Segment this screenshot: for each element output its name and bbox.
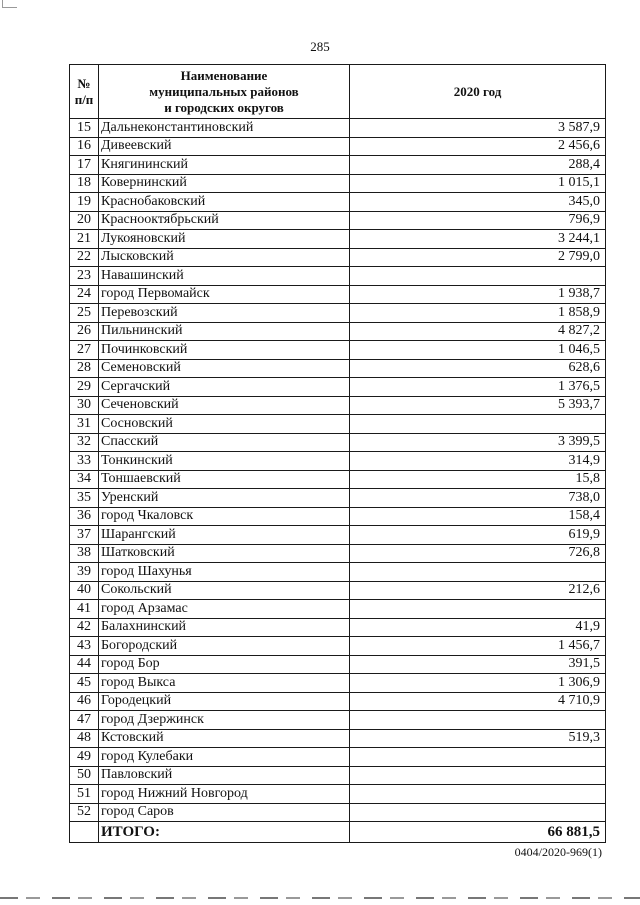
row-value: 3 399,5 [350,433,606,452]
header-num [70,65,99,119]
row-number: 37 [70,526,99,545]
table-row [70,230,606,249]
row-number: 45 [70,674,99,693]
table-row [70,803,606,822]
row-value: 5 393,7 [350,396,606,415]
row-name: Кстовский [99,729,350,748]
table-row [70,378,606,397]
row-name: Сеченовский [99,396,350,415]
header-num-line1: № [77,75,91,91]
row-value [350,563,606,582]
row-value: 1 858,9 [350,304,606,323]
row-number: 35 [70,489,99,508]
row-number: 33 [70,452,99,471]
table-row [70,581,606,600]
row-name: Дивеевский [99,137,350,156]
row-value [350,803,606,822]
table-row [70,137,606,156]
row-value: 3 244,1 [350,230,606,249]
row-name: Шарангский [99,526,350,545]
table-row [70,655,606,674]
row-number: 18 [70,174,99,193]
row-value: 1 015,1 [350,174,606,193]
row-name: город Бор [99,655,350,674]
budget-table [69,64,606,843]
table-row [70,526,606,545]
row-value: 628,6 [350,359,606,378]
row-value: 3 587,9 [350,119,606,138]
row-number: 22 [70,248,99,267]
row-name: Лысковский [99,248,350,267]
table-row [70,711,606,730]
row-number: 17 [70,156,99,175]
row-number: 43 [70,637,99,656]
row-value [350,785,606,804]
row-number: 21 [70,230,99,249]
total-row [70,822,606,843]
row-number: 52 [70,803,99,822]
row-value [350,766,606,785]
row-name: город Арзамас [99,600,350,619]
table-row [70,156,606,175]
row-name: Сокольский [99,581,350,600]
table-row [70,674,606,693]
row-value: 738,0 [350,489,606,508]
table-row [70,729,606,748]
header-name-line2: муниципальных районов [149,83,299,99]
table-row [70,174,606,193]
header-name-line3: и городских округов [164,99,284,115]
row-name: город Дзержинск [99,711,350,730]
table-row [70,563,606,582]
row-number: 20 [70,211,99,230]
table-row [70,748,606,767]
row-name: Навашинский [99,267,350,286]
row-name: город Шахунья [99,563,350,582]
row-value [350,600,606,619]
row-number: 27 [70,341,99,360]
row-value: 2 456,6 [350,137,606,156]
row-name: Шатковский [99,544,350,563]
row-value: 2 799,0 [350,248,606,267]
row-number: 47 [70,711,99,730]
header-name [99,65,350,119]
table-row [70,785,606,804]
row-number: 42 [70,618,99,637]
table-row [70,359,606,378]
row-number: 15 [70,119,99,138]
row-name: Краснобаковский [99,193,350,212]
row-number: 19 [70,193,99,212]
row-number: 51 [70,785,99,804]
row-value: 314,9 [350,452,606,471]
row-number: 25 [70,304,99,323]
row-name: Пильнинский [99,322,350,341]
header-year: 2020 год [350,65,606,119]
row-value: 1 938,7 [350,285,606,304]
document-code: 0404/2020-969(1) [514,845,602,859]
table-row [70,304,606,323]
scan-corner-mark [2,0,17,8]
row-number: 46 [70,692,99,711]
table-row [70,433,606,452]
row-number: 40 [70,581,99,600]
row-name: Уренский [99,489,350,508]
table-row [70,766,606,785]
row-name: Сергачский [99,378,350,397]
row-number: 48 [70,729,99,748]
row-name: Семеновский [99,359,350,378]
row-value: 726,8 [350,544,606,563]
total-label: ИТОГО: [99,822,350,843]
table-row [70,452,606,471]
row-value: 158,4 [350,507,606,526]
row-value: 1 046,5 [350,341,606,360]
row-name: Богородский [99,637,350,656]
scan-artifact-line [0,897,640,899]
table-row [70,507,606,526]
row-value: 4 827,2 [350,322,606,341]
row-value: 41,9 [350,618,606,637]
table-row [70,248,606,267]
row-name: Тонкинский [99,452,350,471]
row-number: 31 [70,415,99,434]
table-row [70,193,606,212]
row-value: 391,5 [350,655,606,674]
table-row [70,119,606,138]
row-number: 16 [70,137,99,156]
table-row [70,322,606,341]
row-value: 1 376,5 [350,378,606,397]
row-name: город Саров [99,803,350,822]
table-row [70,341,606,360]
row-value: 1 306,9 [350,674,606,693]
row-number: 49 [70,748,99,767]
table-row [70,544,606,563]
table-row [70,692,606,711]
row-number: 41 [70,600,99,619]
page-number: 285 [310,39,330,54]
row-number: 23 [70,267,99,286]
row-number: 34 [70,470,99,489]
row-name: Княгининский [99,156,350,175]
row-name: Павловский [99,766,350,785]
row-value [350,748,606,767]
row-number: 32 [70,433,99,452]
row-name: Ковернинский [99,174,350,193]
header-num-line2: п/п [74,91,94,107]
row-number: 26 [70,322,99,341]
row-number: 28 [70,359,99,378]
row-number: 30 [70,396,99,415]
table-row [70,489,606,508]
row-value [350,267,606,286]
table-row [70,470,606,489]
table-row [70,267,606,286]
row-value [350,415,606,434]
row-value [350,711,606,730]
table-row [70,396,606,415]
table-row [70,637,606,656]
row-value: 345,0 [350,193,606,212]
row-name: Спасский [99,433,350,452]
table-row [70,285,606,304]
row-name: Краснооктябрьский [99,211,350,230]
row-name: город Выкса [99,674,350,693]
row-value: 4 710,9 [350,692,606,711]
row-name: город Первомайск [99,285,350,304]
row-number: 24 [70,285,99,304]
row-value: 212,6 [350,581,606,600]
row-name: Дальнеконстантиновский [99,119,350,138]
row-value: 796,9 [350,211,606,230]
header-name-line1: Наименование [180,67,268,83]
row-name: Балахнинский [99,618,350,637]
row-name: Починковский [99,341,350,360]
row-name: Лукояновский [99,230,350,249]
row-number: 29 [70,378,99,397]
row-number: 39 [70,563,99,582]
row-number: 50 [70,766,99,785]
table-row [70,618,606,637]
row-value: 15,8 [350,470,606,489]
row-value: 288,4 [350,156,606,175]
row-value: 619,9 [350,526,606,545]
row-name: Перевозский [99,304,350,323]
total-value: 66 881,5 [350,822,606,843]
row-name: Городецкий [99,692,350,711]
row-name: Тоншаевский [99,470,350,489]
table-row [70,415,606,434]
row-number: 38 [70,544,99,563]
row-name: город Нижний Новгород [99,785,350,804]
table-row [70,600,606,619]
row-number: 44 [70,655,99,674]
table-row [70,211,606,230]
row-name: город Чкаловск [99,507,350,526]
row-value: 1 456,7 [350,637,606,656]
row-name: город Кулебаки [99,748,350,767]
row-number: 36 [70,507,99,526]
total-num-cell [70,822,99,843]
row-value: 519,3 [350,729,606,748]
table-header-row [70,65,606,119]
row-name: Сосновский [99,415,350,434]
